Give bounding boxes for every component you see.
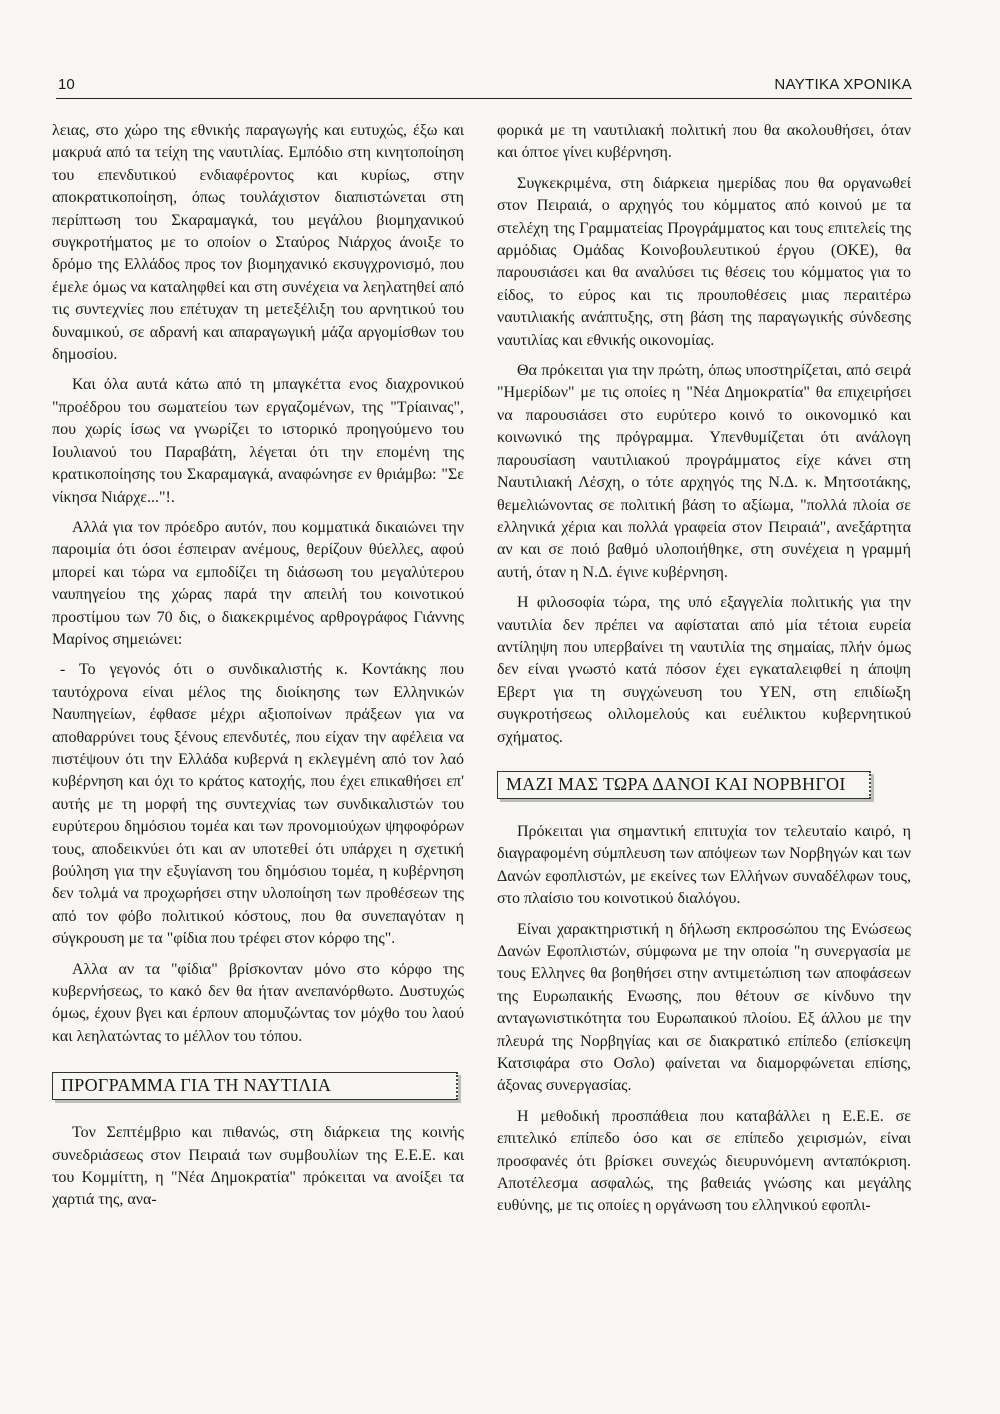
paragraph: Είναι χαρακτηριστική η δήλωση εκπροσώπου της Ενώσεως Δανών Εφοπλιστών, σύμφωνα με την οποία "η συνεργασία με τους Ελληνες θα βοηθήσει στην αντιμετώπιση των αποφάσεων της Ευρωπαικής Ενωσης, που θέτουν σε κίνδυνο την ανταγωνιστικότητα του Ευρωπαικού πλοίου. Εξ άλλου με την πλευρά της Νορβηγίας και σε διακρατικό επίπεδο (επίσκεψη Κατσιφάρα στο Οσλο) φαίνεται να διαμορφώνεται επίσης, άξονας συνεργασίας. [497,920,911,1095]
quote-paragraph: - Το γεγονός ότι ο συνδικαλιστής κ. Κοντάκης που ταυτόχρονα είναι μέλος της διοίκησης των Ελληνικών Ναυπηγείων, έφθασε μέχρι αξιοποίνων πράξεων για να αποθαρρύνει τους ξένους επενδυτές, που είχαν την αφέλεια να πιστέψουν ότι την Ελλάδα κυβερνά η εκλεγμένη από τον λαό κυβέρνηση και όχι το κράτος κατοχής, που έχει επικαθήσει επ' αυτής με τη μορφή της συντεχνίας των συνδικαλιστών του ευρύτερου δημόσιου τομέα και των προνομιούχων ψηφοφόρων τους, αποδεικνύει ότι και αν υποτεθεί ότι υπάρχει η σχετική βούληση για την εξυγίανση του δημόσιου τομέα, η κυβέρνηση δεν τολμά να προχωρήσει στην υλοποίηση των προθέσεων της από τον φόβο πολιτικού κόστους, που θα συνεπαγόταν η σύγκρουση με τα "φίδια που τρέφει στον κόρφο της". [52,661,464,948]
journal-title: ΝΑΥΤΙΚΑ ΧΡΟΝΙΚΑ [774,76,912,93]
paragraph: Πρόκειται για σημαντική επιτυχία τον τελευταίο καιρό, η διαγραφομένη σύμπλευση των απόψεων των Νορβηγών και των Δανών εφοπλιστών, με εκείνες των Ελλήνων συναδέλφων τους, στο πλαίσιο του κοινοτικού διαλόγου. [497,822,911,908]
page-header [56,74,912,99]
paragraph: Συγκεκριμένα, στη διάρκεια ημερίδας που θα οργανωθεί στον Πειραιά, ο αρχηγός του κόμματος από κοινού με τα στελέχη της Γραμματείας Προγράμματος και τους επιτελείς της αρμόδιας Ομάδας Κοινοβουλευτικού έργου (ΟΚΕ), θα παρουσιάσει και θα αναλύσει τις θέσεις του κόμματος για το είδος, το εύρος και τις προυποθέσεις μιας περαιτέρω ναυτιλιακής ανάπτυξης, στη βάση της παραγωγικής σύνδεσης ναυτιλίας και εθνικής οικονομίας. [497,174,911,349]
section-heading-danes-norwegians: ΜΑΖΙ ΜΑΣ ΤΩΡΑ ΔΑΝΟΙ ΚΑΙ ΝΟΡΒΗΓΟΙ [497,771,871,799]
right-column [497,120,911,1226]
paragraph: Τον Σεπτέμβριο και πιθανώς, στη διάρκεια της κοινής συνεδριάσεως στον Πειραιά των συμβουλίων της Ε.Ε.Ε. και του Κομμίττη, η "Νέα Δημοκρατία" πρόκειται να ανοίξει τα χαρτιά της, ανα- [52,1124,464,1209]
paragraph: Η φιλοσοφία τώρα, της υπό εξαγγελία πολιτικής για την ναυτιλία δεν πρέπει να αφίσταται από μία τέτοια ευρεία αντίληψη που υπερβαίνει τη ναυτιλία της σημαίας, πλήν όμως δεν είναι γνωστό κατά πόσον έχει εγκαταλειφθεί η άποψη Εβερτ για τη συγχώνευση του ΥΕΝ, στη επιδίωξη συγκροτήσεως ολιλομελούς και ευέλικτου κυβερνητικού σχήματος. [497,594,911,746]
page-number: 10 [58,76,75,93]
paragraph: λειας, στο χώρο της εθνικής παραγωγής και ευτυχώς, έξω και μακρυά από τα τείχη της ναυτιλίας. Εμπόδιο στη κινητοποίηση του επενδυτικού ενδιαφέροντος και κυρίως, στην αποκρατικοποίηση, όπως τουλάχιστον διαπιστώνεται στη περίπτωση του Σκαραμαγκά, του μεγάλου βιομηχανικού συγκροτήματος με το οποίον ο Σταύρος Νιάρχος άνοιξε το δρόμο της Ελλάδος προς τον βιομηχανικό εκσυγχρονισμό, που έμελε όμως να καταληφθεί και στη συνέχεια να λεηλατηθεί από τις συντεχνίες που επέτυχαν τη μετεξέλιξη του αρνητικού του δυναμικού, σε αδρανή και απαραγωγική μάζα αργομίσθων του δημοσίου. [52,122,464,364]
section-heading-programme: ΠΡΟΓΡΑΜΜΑ ΓΙΑ ΤΗ ΝΑΥΤΙΛΙΑ [52,1072,458,1100]
left-column [52,120,464,1220]
paragraph: φορικά με τη ναυτιλιακή πολιτική που θα ακολουθήσει, όταν και όπτοε γίνει κυβέρνηση. [497,122,911,162]
paragraph: Θα πρόκειται για την πρώτη, όπως υποστηρίζεται, από σειρά "Ημερίδων" με τις οποίες η "Νέα Δημοκρατία" θα επιχειρήσει να παρουσιάσει στο ευρύτερο κοινό το οικονομικό και κοινωνικό της πρόγραμμα. Υπενθυμίζεται ότι ανάλογη παρουσίαση ναυτιλιακού προγράμματος είχε κάνει στη Ναυτιλιακή Λέσχη, ο τότε αρχηγός της Ν.Δ. κ. Μητσοτάκης, θεμελιώνοντας σε πολιτική βάση το αξίωμα, "πολλά πλοία σε ελληνικά χέρια και πολλά γραφεία στον Πειραιά", ανεξάρτητα αν και σε ποιό βαθμό υλοποιήθηκε, στη συνέχεια η γραμμή αυτή, όταν η Ν.Δ. έγινε κυβέρνηση. [497,362,911,581]
paragraph: Και όλα αυτά κάτω από τη μπαγκέττα ενος διαχρονικού "προέδρου του σωματείου των εργαζομένων, της "Τρίαινας", που χωρίς ίσως να γνωρίζει το ιστορικό προηγούμενο του Ιουλιανού του Παραβάτη, λέγεται ότι την επομένη της κρατικοποίησης του Σκαραμαγκά, αναφώνησε εν θριάμβω: "Σε νίκησα Νιάρχε..."!. [52,376,464,506]
paragraph: Αλλά για τον πρόεδρο αυτόν, που κομματικά δικαιώνει την παροιμία ότι όσοι έσπειραν ανέμους, θερίζουν θύελλες, αφού μπορεί και τώρα να εμποδίζει τη διάσωση του μεγαλύτερου ναυπηγείου της χώρας παρά την απειλή του κοινοτικού προστίμου των 70 δις, ο διακεκριμένος αρθρογράφος Γιάννης Μαρίνος σημειώνει: [52,518,464,648]
paragraph: Αλλα αν τα "φίδια" βρίσκονταν μόνο στο κόρφο της κυβερνήσεως, το κακό δεν θα ήταν ανεπανόρθωτο. Δυστυχώς όμως, έχουν βγει και έρπουν απομυζώντας τον μόχθο του λαού και λεηλατώντας το μέλλον του τόπου. [52,960,464,1045]
paragraph: Η μεθοδική προσπάθεια που καταβάλλει η Ε.Ε.Ε. σε επιτελικό επίπεδο όσο και σε επίπεδο χειρισμών, είναι προσφανές ότι βρίσκει συνεχώς διευρυνόμενη ανταπόκριση. Αποτέλεσμα ασφαλώς, της βαθειάς γνώσης και μεγάλης ευθύνης, με τις οποίες η οργάνωση του ελληνικού εφοπλι- [497,1107,911,1215]
